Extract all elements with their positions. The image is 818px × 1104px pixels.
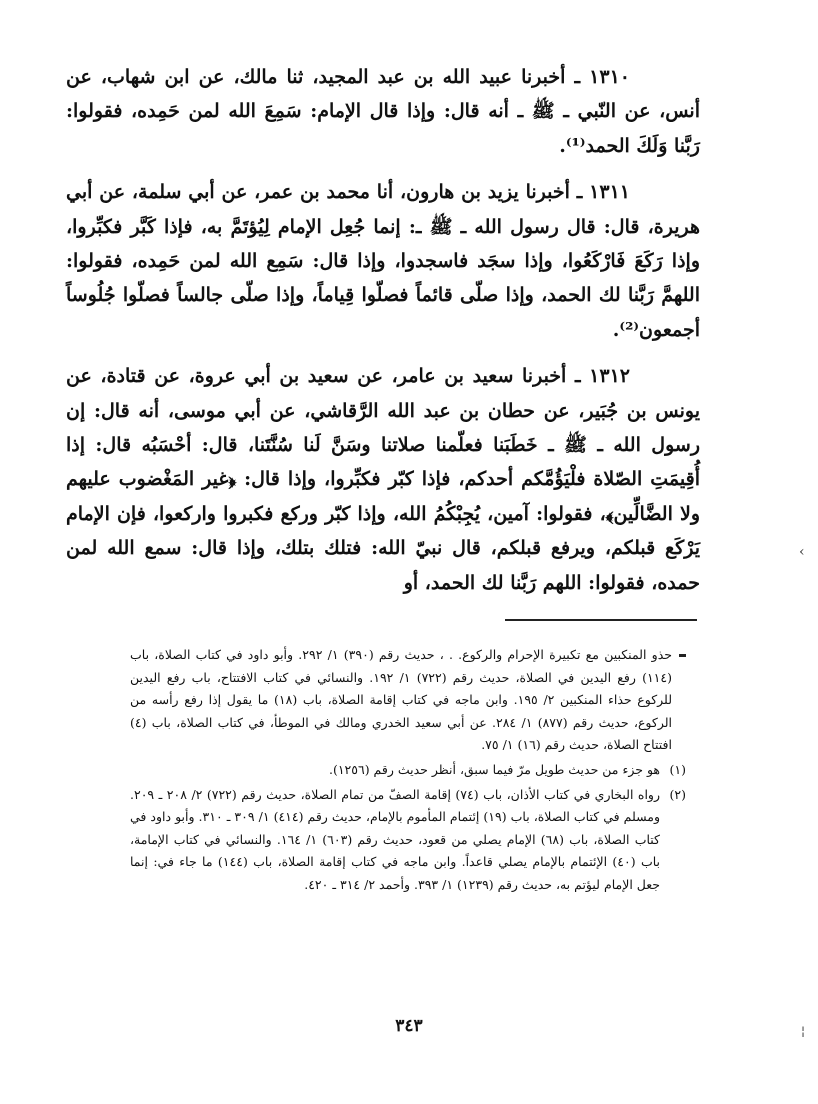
hadith-1312: ١٣١٢ ـ أخبرنا سعيد بن عامر، عن سعيد بن أبي عروة، عن قتادة، عن يونس بن جُبَير، عن حطان بن عبد الله الرَّقاشي، عن أبي موسى، أنه قال: إن رسول الله ـ ﷺ ـ خَطَبَنا فعلّمنا صلاتنا وسَنَّ لَنا سُنَّتَنا، قال: أحْسَبُه قال: إذا أُقِيمَتِ الصّلاة فلْيَؤُمَّكم أحدكم، فإذا كبّر فكبِّروا، وإذا قال: ﴿غير المَغْضوب عليهم ولا الضَّالِّين﴾، فقولوا: آمين، يُجِبْكُمُ الله، وإذا كبّر وركع فكبروا واركعوا، فإن الإمام يَرْكَع قبلكم، ويرفع قبلكم، قال نبيّ الله: فتلك بتلك، وإذا قال: سمع الله لمن حمده، فقولوا: اللهم رَبَّنا لك الحمد، أو [66, 365, 700, 594]
footnote-1 [130, 759, 686, 782]
footnote-source [130, 644, 686, 757]
footnote-1-marker: (١) [669, 761, 686, 777]
footnote-1-text: هو جزء من حديث طويل مرّ فيما سبق، أنظر حديث رقم (١٢٥٦). [328, 761, 660, 777]
hadith-1310: ١٣١٠ ـ أخبرنا عبيد الله بن عبد المجيد، ثنا مالك، عن ابن شهاب، عن أنس، عن النّبي ـ ﷺ ـ أنه قال: وإذا قال الإمام: سَمِعَ الله لمن حَمِده، فقولوا: رَبَّنا وَلَكَ الحمد⁽¹⁾. [66, 66, 700, 157]
margin-tick-icon: ¦ [801, 1024, 806, 1038]
footnotes [130, 644, 686, 897]
page-number: ٣٤٣ [395, 1016, 423, 1036]
main-text [66, 60, 700, 600]
square-bullet-icon [679, 654, 686, 657]
margin-mark-icon: ‹ [799, 544, 805, 560]
footnote-source-text: حذو المنكبين مع تكبيرة الإحرام والركوع. . ، حديث رقم (٣٩٠) ١/ ٢٩٢. وأبو داود في كتاب الصلاة، باب (١١٤) رفع اليدين في الصلاة، حديث رقم (٧٢٢) ١/ ١٩٢. والنسائي في كتاب الافتتاح، باب رفع اليدين للركوع حذاء المنكبين ٢/ ١٩٥. وابن ماجه في كتاب إقامة الصلاة، باب (١٨) ما يقول إذا رفع رأسه من الركوع، حديث رقم (٨٧٧) ١/ ٢٨٤. عن أبي سعيد الخدري ومالك في الموطأ، في كتاب الصلاة، باب (٤) افتتاح الصلاة، حديث رقم (١٦) ١/ ٧٥. [130, 647, 673, 753]
footnote-2 [130, 784, 686, 897]
footnote-separator [505, 619, 697, 621]
hadith-1311: ١٣١١ ـ أخبرنا يزيد بن هارون، أنا محمد بن عمر، عن أبي سلمة، عن أبي هريرة، قال: قال رسول الله ـ ﷺ ـ: إنما جُعِل الإمام لِيُؤتَمَّ به، فإذا كَبَّر فكبِّروا، وإذا رَكَعَ فَارْكَعُوا، وإذا سجَد فاسجدوا، وإذا قال: سَمِع الله لمن حَمِده، فقولوا: اللهمَّ رَبَّنا لك الحمد، وإذا صلّى قائماً فصلّوا قِياماً، وإذا صلّى جالساً فصلّوا جُلُوساً أجمعون⁽²⁾. [66, 181, 700, 341]
footnote-2-marker: (٢) [669, 786, 686, 802]
footnote-2-text: رواه البخاري في كتاب الأذان، باب (٧٤) إقامة الصفّ من تمام الصلاة، حديث رقم (٧٢٢) ٢/ ٢٠٨ ـ ٢٠٩. ومسلم في كتاب الصلاة، باب (١٩) إئتمام المأموم بالإمام، حديث رقم (٤١٤) ١/ ٣٠٩ ـ ٣١٠. وأبو داود في كتاب الصلاة، باب (٦٨) الإمام يصلي من قعود، حديث رقم (٦٠٣) ١/ ١٦٤. والنسائي في كتاب الإمامة، باب (٤٠) الإئتمام بالإمام يصلي قاعداً. وابن ماجه في كتاب إقامة الصلاة، باب (١٤٤) ما جاء في: إنما جعل الإمام ليؤتم به، حديث رقم (١٢٣٩) ١/ ٣٩٣. وأحمد ٢/ ٣١٤ ـ ٤٢٠. [130, 786, 661, 892]
